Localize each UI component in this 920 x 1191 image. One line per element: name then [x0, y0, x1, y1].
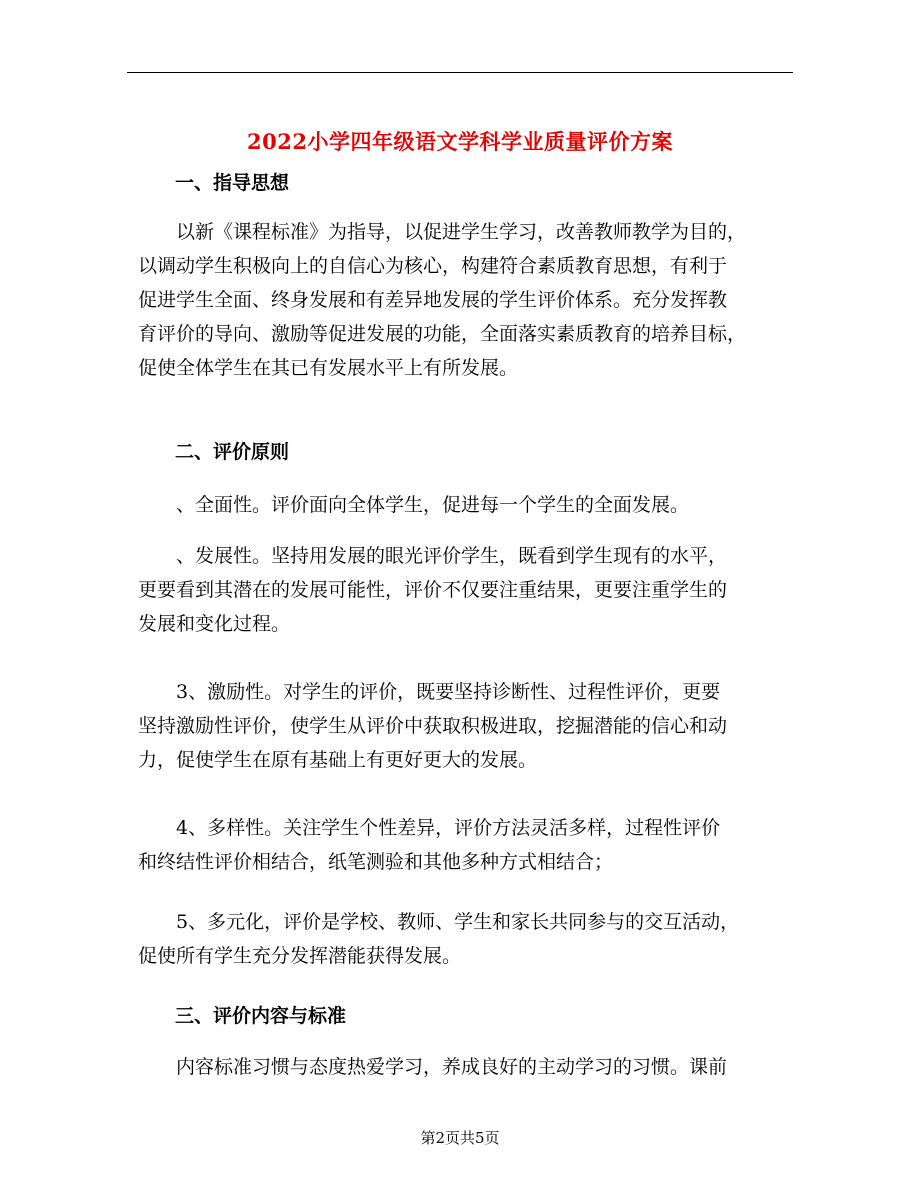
paragraph-line: 和终结性评价相结合，纸笔测验和其他多种方式相结合； [138, 851, 614, 873]
paragraph-line: 促使全体学生在其已有发展水平上有所发展。 [138, 357, 519, 379]
paragraph-line: 4、多样性。关注学生个性差异，评价方法灵活多样，过程性评价 [176, 817, 721, 839]
section-heading-content-standards: 三、评价内容与标准 [175, 1005, 347, 1027]
paragraph-line: 以调动学生积极向上的自信心为核心，构建符合素质教育思想，有利于 [138, 255, 728, 277]
document-title: 2022小学四年级语文学科学业质量评价方案 [247, 129, 673, 155]
paragraph-line: 发展和变化过程。 [138, 613, 291, 635]
section-heading-evaluation-principles: 二、评价原则 [175, 441, 290, 463]
paragraph-line: 坚持激励性评价，使学生从评价中获取积极进取，挖掘潜能的信心和动 [138, 715, 728, 737]
paragraph-line: 力，促使学生在原有基础上有更好更大的发展。 [138, 749, 538, 771]
header-rule [127, 72, 793, 73]
paragraph-guiding-ideology [138, 215, 798, 385]
paragraph-pluralism [138, 905, 798, 973]
paragraph-comprehensiveness [138, 488, 798, 522]
paragraph-line: 、全面性。评价面向全体学生，促进每一个学生的全面发展。 [176, 494, 690, 516]
paragraph-line: 更要看到其潜在的发展可能性，评价不仅要注重结果，更要注重学生的 [138, 579, 728, 601]
paragraph-line: 促使所有学生充分发挥潜能获得发展。 [138, 945, 462, 967]
paragraph-diversity [138, 811, 798, 879]
paragraph-development [138, 539, 798, 641]
paragraph-line: 、发展性。坚持用发展的眼光评价学生，既看到学生现有的水平， [176, 545, 728, 567]
paragraph-line: 促进学生全面、终身发展和有差异地发展的学生评价体系。充分发挥教 [138, 289, 728, 311]
paragraph-line: 内容标准习惯与态度热爱学习，养成良好的主动学习的习惯。课前 [176, 1056, 728, 1078]
page-number-footer: 第2页共5页 [420, 1129, 500, 1147]
paragraph-line: 育评价的导向、激励等促进发展的功能，全面落实素质教育的培养目标， [138, 323, 747, 345]
paragraph-motivation [138, 675, 798, 777]
paragraph-line: 以新《课程标准》为指导，以促进学生学习，改善教师教学为目的， [176, 221, 747, 243]
paragraph-line: 3、激励性。对学生的评价，既要坚持诊断性、过程性评价，更要 [176, 681, 721, 703]
paragraph-line: 5、多元化，评价是学校、教师、学生和家长共同参与的交互活动， [176, 911, 740, 933]
section-heading-guiding-ideology: 一、指导思想 [175, 172, 290, 194]
paragraph-content-standards [138, 1050, 798, 1084]
